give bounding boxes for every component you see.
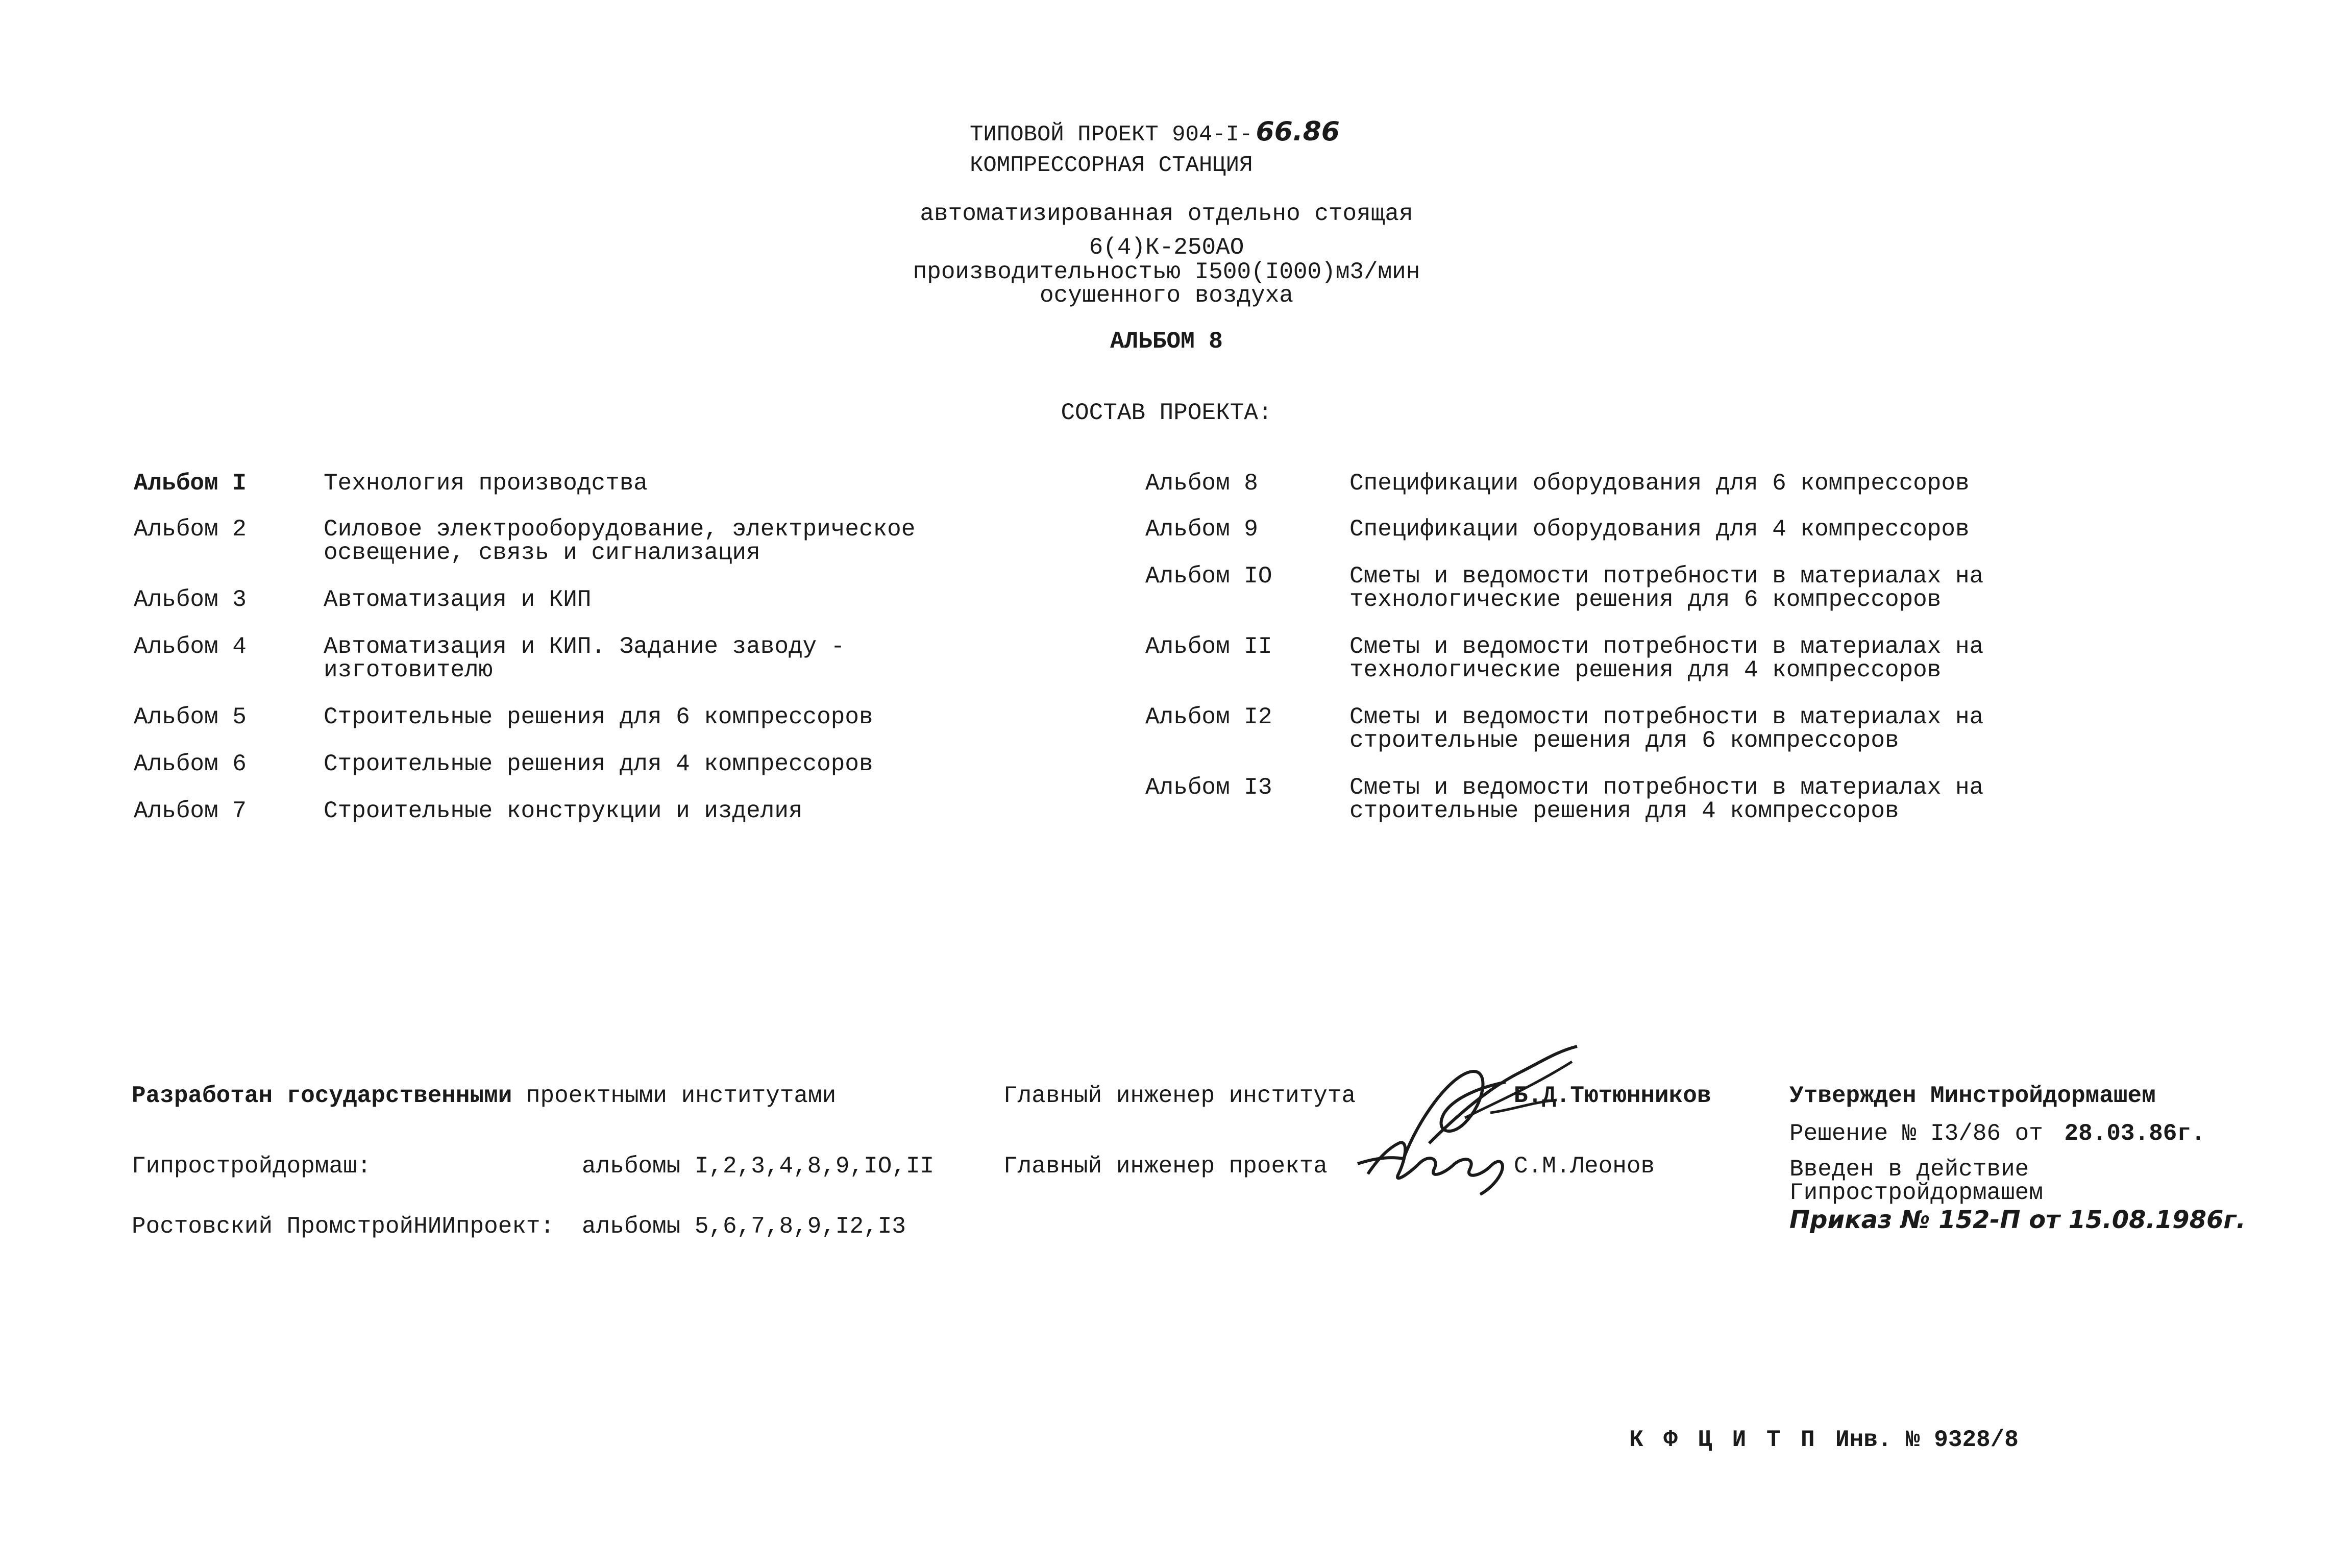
album-label: АЛЬБОМ 8: [1110, 328, 1223, 355]
album-right-text-13: Сметы и ведомости потребности в материалах на строительные решения для 4 компрессоров: [1349, 774, 1984, 824]
developers-heading: Разработан государственными проектными институтами: [132, 1083, 837, 1109]
album-left-text-2: Силовое электрооборудование, электрическое освещение, связь и сигнализация: [324, 516, 916, 566]
desc-line2: 6(4)К-250АО: [1089, 234, 1244, 261]
album-left-label-2: Альбом 2: [134, 516, 247, 543]
desc-line4: осушенного воздуха: [1040, 282, 1293, 309]
approval-line2: Решение № I3/86 от 28.03.86г.: [1789, 1120, 2205, 1147]
album-left-text-5: Строительные решения для 6 компрессоров: [324, 704, 873, 730]
album-left-text-4: Автоматизация и КИП. Задание заводу - изготовителю: [324, 633, 845, 683]
developer-institute-1-name: Гипростройдормаш:: [132, 1153, 372, 1180]
album-right-label-12: Альбом I2: [1145, 704, 1272, 730]
developer-institute-2-name: Ростовский ПромстройНИИпроект:: [132, 1213, 555, 1240]
album-left-label-3: Альбом 3: [134, 586, 247, 613]
developer-institute-1-albums: альбомы I,2,3,4,8,9,IO,II: [582, 1153, 935, 1180]
album-right-label-9: Альбом 9: [1145, 516, 1258, 543]
album-right-label-13: Альбом I3: [1145, 774, 1272, 801]
album-left-text-7: Строительные конструкции и изделия: [324, 798, 803, 824]
album-right-text-10: Сметы и ведомости потребности в материалах на технологические решения для 6 компрессоров: [1349, 563, 1984, 613]
approval-line1: Утвержден Минстройдормашем: [1789, 1083, 2156, 1109]
album-left-label-4: Альбом 4: [134, 633, 247, 660]
approval-line3: Введен в действие: [1789, 1156, 2029, 1183]
album-left-label-6: Альбом 6: [134, 751, 247, 777]
approval-order-handwritten: Приказ № 152-П от 15.08.1986г.: [1789, 1206, 2246, 1234]
album-right-label-10: Альбом IO: [1145, 563, 1272, 590]
album-left-label-1: Альбом I: [134, 470, 247, 497]
composition-title: СОСТАВ ПРОЕКТА:: [1061, 400, 1272, 426]
signature-leonov-icon: [1353, 1128, 1526, 1199]
footer-org: К Ф Ц И Т П: [1629, 1427, 1818, 1453]
album-right-label-11: Альбом II: [1145, 633, 1272, 660]
chief-project-role: Главный инженер проекта: [1003, 1153, 1328, 1180]
chief-institute-role: Главный инженер института: [1003, 1083, 1356, 1109]
album-right-text-12: Сметы и ведомости потребности в материалах на строительные решения для 6 компрессоров: [1349, 704, 1984, 754]
desc-line3: производительностью I500(I000)м3/мин: [913, 259, 1420, 285]
album-left-label-5: Альбом 5: [134, 704, 247, 730]
title-line2: КОМПРЕССОРНАЯ СТАНЦИЯ: [970, 153, 1253, 178]
album-left-text-1: Технология производства: [324, 470, 648, 497]
album-right-text-9: Спецификации оборудования для 4 компрессоров: [1349, 516, 1970, 543]
album-right-text-11: Сметы и ведомости потребности в материалах на технологические решения для 4 компрессоров: [1349, 633, 1984, 683]
chief-institute-name: Б.Д.Тютюнников: [1514, 1083, 1711, 1109]
desc-line1: автоматизированная отдельно стоящая: [920, 201, 1413, 227]
album-left-text-6: Строительные решения для 4 компрессоров: [324, 751, 873, 777]
chief-project-name: С.М.Леонов: [1514, 1153, 1655, 1180]
approval-line4: Гипростройдормашем: [1789, 1180, 2043, 1206]
footer-inventory: Инв. № 9328/8: [1835, 1427, 2019, 1453]
title-number-handwritten: 66.86: [1256, 116, 1340, 147]
album-left-label-7: Альбом 7: [134, 798, 247, 824]
album-right-label-8: Альбом 8: [1145, 470, 1258, 497]
album-right-text-8: Спецификации оборудования для 6 компрессоров: [1349, 470, 1970, 497]
developer-institute-2-albums: альбомы 5,6,7,8,9,I2,I3: [582, 1213, 906, 1240]
album-left-text-3: Автоматизация и КИП: [324, 586, 592, 613]
title-line1: ТИПОВОЙ ПРОЕКТ 904-I- 66.86: [970, 116, 1340, 148]
